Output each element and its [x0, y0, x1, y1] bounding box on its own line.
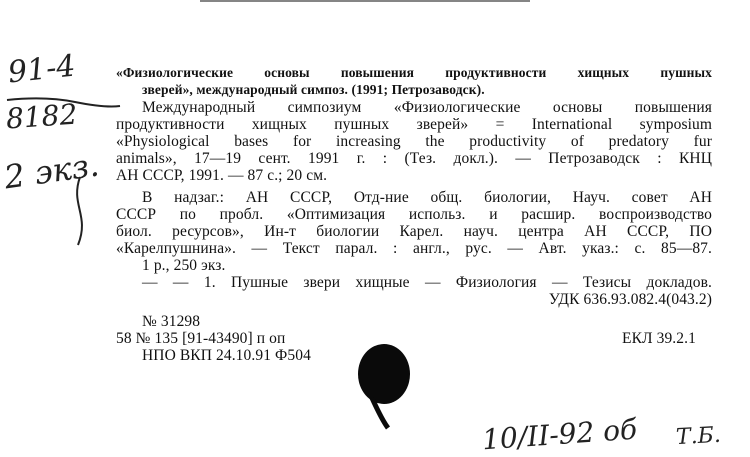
description-line: «Physiological bases for increasing the productivity of predatory fur: [116, 133, 712, 150]
scan-edge-mark: [200, 0, 530, 2]
subject-heading: — — 1. Пушные звери хищные — Физиология — Тезисы докладов.: [142, 274, 712, 291]
description-line: продуктивности хищных пушных зверей» = International symposium: [116, 116, 712, 133]
record-number: № 31298: [142, 313, 201, 330]
description-line: Международный симпозиум «Физиологические основы повышения: [142, 99, 712, 116]
npo-line: НПО ВКП 24.10.91 Ф504: [142, 347, 311, 364]
handwritten-shelfmark-bottom: 8182: [4, 97, 79, 136]
title-line: «Физиологические основы повышения продуктивности хищных пушных: [116, 65, 712, 80]
handwritten-shelfmark-top: 91-4: [6, 48, 78, 91]
ink-blot: [352, 340, 432, 430]
udc-code: УДК 636.93.082.4(043.2): [548, 291, 712, 308]
note-line: 1 р., 250 экз.: [142, 257, 226, 274]
ekl-code: ЕКЛ 39.2.1: [622, 330, 696, 347]
note-line: биол. ресурсов», Ин-т биологии Карел. науч. центра АН СССР, ПО: [116, 223, 712, 240]
handwritten-copies-note: 2 экз.: [1, 145, 102, 197]
title-line: зверей», международный симпоз. (1991; Петрозаводск).: [142, 82, 485, 97]
note-line: В надзаг.: АН СССР, Отд-ние общ. биологии, Науч. совет АН: [142, 189, 712, 206]
note-line: СССР по пробл. «Оптимизация использ. и расшир. воспроизводство: [116, 206, 712, 223]
description-line: animals», 17—19 сент. 1991 г. : (Тез. докл.). — Петрозаводск : КНЦ: [116, 150, 712, 167]
handwritten-date-note: 10/II-92 об: [481, 412, 639, 457]
index-line: 58 № 135 [91-43490] п оп: [116, 330, 286, 347]
handwritten-flourish: [50, 175, 110, 255]
description-line: АН СССР, 1991. — 87 с.; 20 см.: [116, 167, 328, 184]
note-line: «Карелпушнина». — Текст парал. : англ., рус. — Авт. указ.: с. 85—87.: [116, 240, 712, 257]
handwritten-initials: Т.Б.: [675, 422, 722, 451]
